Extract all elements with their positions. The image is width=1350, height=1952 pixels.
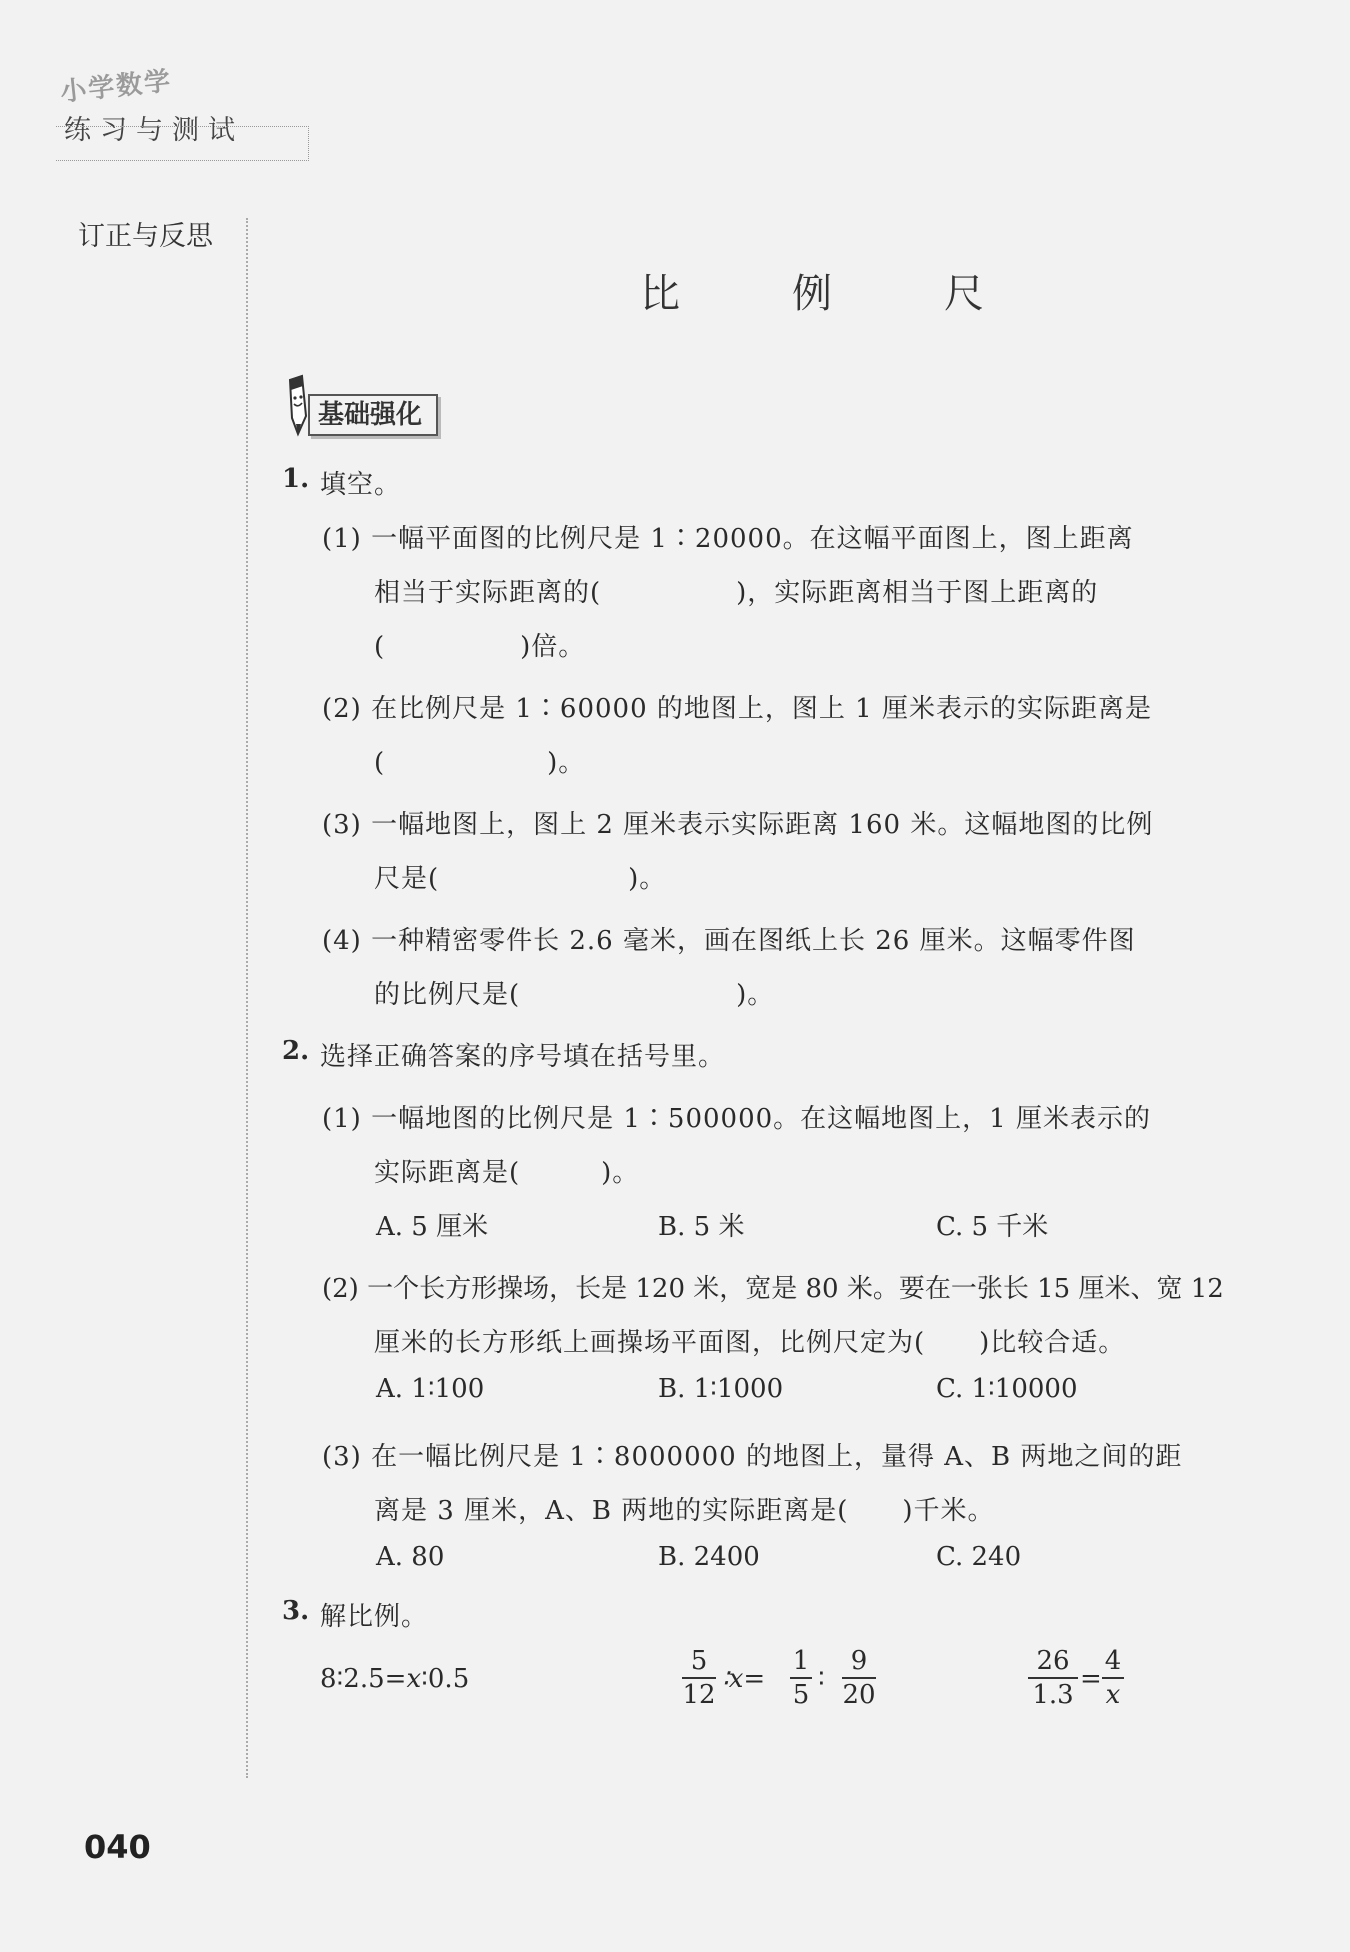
equation-1 (320, 1664, 469, 1694)
equation-2-middle: ∶x= (722, 1664, 766, 1694)
margin-divider (246, 218, 248, 1778)
q2-part1-line1: (1) 一幅地图的比例尺是 1∶500000。在这幅地图上，1 厘米表示的 (322, 1104, 1151, 1134)
equation-2-fraction-3 (842, 1646, 876, 1710)
equation-2-separator: ∶ (818, 1664, 825, 1694)
q2-part3-line1: (3) 在一幅比例尺是 1∶8000000 的地图上，量得 A、B 两地之间的距 (322, 1442, 1183, 1472)
q2-part1-option-a: A. 5 厘米 (376, 1212, 489, 1242)
q2-stem: 选择正确答案的序号填在括号里。 (320, 1042, 726, 1072)
brand-subtitle: 小学数学 (59, 66, 174, 108)
q3-stem: 解比例。 (320, 1602, 429, 1632)
q1-part1-line3: ( )倍。 (374, 632, 586, 662)
fraction-denominator: 5 (792, 1680, 810, 1710)
fraction-denominator: 20 (842, 1680, 876, 1710)
equation-2-fraction-1 (682, 1646, 716, 1710)
q2-part2-line1: (2) 一个长方形操场，长是 120 米，宽是 80 米。要在一张长 15 厘米、宽 12 (322, 1274, 1224, 1304)
correction-reflection-heading: 订正与反思 (78, 221, 213, 252)
q1-number: 1. (282, 464, 310, 494)
q1-stem: 填空。 (320, 470, 402, 500)
q2-part1-option-c: C. 5 千米 (936, 1212, 1049, 1242)
q2-part3-option-c: C. 240 (936, 1542, 1022, 1572)
fraction-denominator: 12 (682, 1680, 716, 1710)
brand-frame (56, 126, 309, 161)
q1-part4-line2: 的比例尺是( )。 (374, 980, 775, 1010)
fraction-denominator: 1.3 (1032, 1680, 1074, 1710)
q1-part2-line1: (2) 在比例尺是 1∶60000 的地图上，图上 1 厘米表示的实际距离是 (322, 694, 1152, 724)
q1-part4-line1: (4) 一种精密零件长 2.6 毫米，画在图纸上长 26 厘米。这幅零件图 (322, 926, 1136, 956)
fraction-numerator: 1 (792, 1646, 810, 1676)
page-number: 040 (84, 1828, 151, 1866)
fraction-numerator: 9 (850, 1646, 868, 1676)
q1-part3-line1: (3) 一幅地图上，图上 2 厘米表示实际距离 160 米。这幅地图的比例 (322, 810, 1154, 840)
q2-part3-line2: 离是 3 厘米，A、B 两地的实际距离是( )千米。 (374, 1496, 995, 1526)
q2-number: 2. (282, 1036, 310, 1066)
equation-3-equals: = (1080, 1664, 1102, 1694)
q2-part2-line2: 厘米的长方形纸上画操场平面图，比例尺定为( )比较合适。 (374, 1328, 1126, 1358)
q2-part2-option-b: B. 1∶1000 (658, 1374, 784, 1404)
q2-part3-option-a: A. 80 (376, 1542, 445, 1572)
equation-3-fraction-2 (1102, 1646, 1124, 1710)
q2-part2-option-c: C. 1∶10000 (936, 1374, 1078, 1404)
equation-2-fraction-2 (790, 1646, 812, 1710)
q1-part1-line1: (1) 一幅平面图的比例尺是 1∶20000。在这幅平面图上，图上距离 (322, 524, 1134, 554)
q1-part2-line2: ( )。 (374, 748, 586, 778)
q2-part1-option-b: B. 5 米 (658, 1212, 745, 1242)
q3-number: 3. (282, 1596, 310, 1626)
section-tag-label: 基础强化 (308, 394, 438, 436)
q2-part1-line2: 实际距离是( )。 (374, 1158, 640, 1188)
fraction-denominator: x (1105, 1680, 1121, 1710)
equation-1-left: 8∶2.5= (320, 1664, 407, 1694)
q2-part2-option-a: A. 1∶100 (376, 1374, 485, 1404)
page-title: 比 例 尺 (640, 271, 1020, 317)
q1-part3-line2: 尺是( )。 (374, 864, 667, 894)
q2-part3-option-b: B. 2400 (658, 1542, 760, 1572)
fraction-numerator: 26 (1036, 1646, 1070, 1676)
fraction-numerator: 4 (1104, 1646, 1122, 1676)
equation-1-variable: x (406, 1664, 422, 1694)
brand-title: 练习与测试 (64, 115, 244, 146)
equation-3-fraction-1 (1028, 1646, 1078, 1710)
equation-1-right: ∶0.5 (421, 1664, 470, 1694)
q1-part1-line2: 相当于实际距离的( )，实际距离相当于图上距离的 (374, 578, 1099, 608)
fraction-numerator: 5 (690, 1646, 708, 1676)
